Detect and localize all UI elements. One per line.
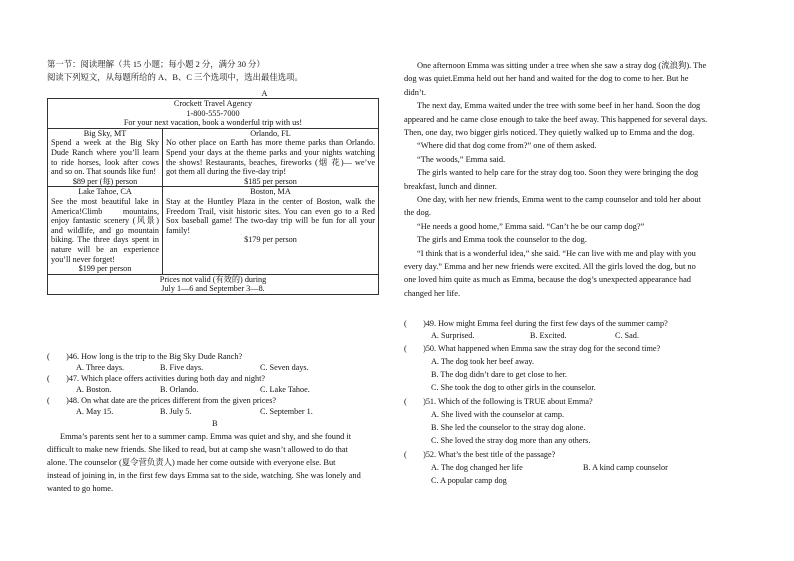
option-49a[interactable]: A. Surprised. (431, 331, 475, 340)
trip-cell (163, 187, 379, 274)
question-51: ( )51. Which of the following is TRUE about Emma? (404, 397, 593, 406)
passage-b-line: difficult to make new friends. She liked to read, but at camp she wasn’t allowed to do that (47, 445, 348, 454)
trip-price: $89 per (每) person (72, 176, 138, 186)
passage-b-line: one loved him quite as much as Emma, because the dog’s unexpected appearance had (404, 275, 691, 285)
option-46a[interactable]: A. Three days. (76, 363, 125, 372)
ad-header (48, 88, 379, 129)
passage-b-line: The next day, Emma waited under the tree with some beef in her hand. Soon the dog (417, 101, 701, 111)
instruction: 阅读下列短文，从每题所给的 A、B、C 三个选项中，选出最佳选项。 (47, 73, 303, 82)
trip-name: Big Sky, MT (83, 128, 127, 138)
passage-b-line: One afternoon Emma was sitting under a tree when she saw a stray dog (流浪狗). The (417, 61, 707, 70)
agency-phone: 1-800-555-7000 (186, 108, 240, 118)
option-51a[interactable]: A. She lived with the counselor at camp. (431, 410, 565, 419)
passage-b-line: The girls wanted to help care for the stray dog too. Soon they were bringing the dog (417, 168, 699, 178)
trip-desc: Spend a week at the Big Sky Dude Ranch where you’ll learn to ride horses, look after cows and so on. That sounds like fun! (51, 138, 159, 177)
agency-slogan: For your next vacation, book a wonderful trip with us! (123, 118, 303, 128)
passage-b-line: The girls and Emma took the counselor to the dog. (417, 235, 587, 245)
trip-price: $185 per person (244, 176, 297, 186)
option-47c[interactable]: C. Lake Tahoe. (260, 385, 310, 394)
passage-b-line: “The woods,” Emma said. (417, 154, 506, 164)
question-46: ( )46. How long is the trip to the Big Sky Dude Ranch? (47, 352, 243, 361)
passage-label-a: A (261, 88, 268, 98)
price-note: Prices not valid (有效的) during (159, 274, 267, 284)
ad-footer (48, 274, 379, 294)
option-49c[interactable]: C. Sad. (615, 331, 639, 340)
option-50c[interactable]: C. She took the dog to other girls in the counselor. (431, 383, 596, 392)
trip-price: $179 per person (244, 235, 297, 245)
passage-b-line: “He needs a good home,” Emma said. “Can’t he be our camp dog?” (417, 221, 645, 231)
passage-b-line: wanted to go home. (47, 484, 114, 493)
passage-label-b: B (212, 419, 218, 428)
trip-desc: See the most beautiful lake in America!Climb mountains, enjoy fantastic scenery (风景) and wildlife, and go mountain biking. The three days spent in nature will be an experience you’ll never forget! (51, 196, 159, 264)
agency-name: Crockett Travel Agency (173, 99, 253, 108)
question-48: ( )48. On what date are the prices different from the given prices? (47, 396, 277, 405)
passage-b-line: dog was quiet.Emma held out her hand and waited for the dog to come to her. But he (404, 74, 689, 84)
trip-cell (163, 128, 379, 187)
passage-b-line: changed her life. (404, 288, 461, 298)
passage-b-line: alone. The counselor (夏令营负责人) made her come outside with everyone else. But (47, 458, 336, 467)
trip-desc: Stay at the Huntley Plaza in the center of Boston, walk the Freedom Trail, visit historic sites. You can even go to a Red Sox baseball game! The two-day trip will be fun for all your family! (166, 196, 375, 235)
option-52a[interactable]: A. The dog changed her life (431, 463, 523, 472)
option-47a[interactable]: A. Boston. (76, 385, 112, 394)
price-dates: July 1—6 and September 3—8. (161, 284, 265, 294)
option-46b[interactable]: B. Five days. (160, 363, 204, 372)
trip-name: Orlando, FL (250, 128, 291, 138)
passage-b-line: One day, with her new friends, Emma went to the camp counselor and told her about (417, 195, 701, 204)
trip-cell (48, 128, 163, 187)
passage-b-line: every day.” Emma and her new friends were excited. All the girls loved the dog, but no (404, 262, 696, 271)
trip-desc: No other place on Earth has more theme parks than Orlando. Spend your days at the theme parks and your nights watching the shows! Restaurants, beaches, fireworks (烟 花)— we’ve got them all during the five-day trip! (166, 138, 375, 177)
trip-name: Boston, MA (250, 187, 291, 197)
question-52: ( )52. What’s the best title of the passage? (404, 450, 556, 459)
option-51b[interactable]: B. She led the counselor to the stray dog alone. (431, 423, 586, 432)
section-title: 第一节：阅读理解（共 15 小题；每小题 2 分，满分 30 分） (47, 60, 265, 69)
option-52c[interactable]: C. A popular camp dog (431, 476, 507, 485)
option-50b[interactable]: B. The dog didn’t dare to get close to her. (431, 370, 567, 379)
passage-b-line: breakfast, lunch and dinner. (404, 181, 497, 191)
question-49: ( )49. How might Emma feel during the first few days of the summer camp? (404, 319, 668, 328)
passage-b-line: Then, one day, two bigger girls noticed. They quietly walked up to Emma and the dog. (404, 128, 695, 137)
passage-b-line: didn’t. (404, 87, 426, 97)
trip-name: Lake Tahoe, CA (78, 187, 132, 197)
option-49b[interactable]: B. Excited. (530, 331, 567, 340)
option-47b[interactable]: B. Orlando. (160, 385, 199, 394)
question-50: ( )50. What happened when Emma saw the stray dog for the second time? (404, 344, 661, 353)
option-51c[interactable]: C. She loved the stray dog more than any others. (431, 436, 591, 445)
trip-price: $199 per person (78, 264, 132, 274)
option-52b[interactable]: B. A kind camp counselor (583, 463, 668, 472)
passage-b-line: appeared and he came close enough to take the beef away. This happened for several days. (404, 114, 708, 124)
passage-b-line: the dog. (404, 208, 431, 218)
question-47: ( )47. Which place offers activities during both day and night? (47, 374, 265, 383)
option-48c[interactable]: C. September 1. (260, 407, 313, 416)
passage-b-line: instead of joining in, in the first few days Emma sat to the side, watching. She was lonely and (47, 471, 361, 480)
passage-b-line: Emma’s parents sent her to a summer camp. Emma was quiet and shy, and she found it (60, 432, 352, 441)
travel-ad-table (47, 88, 379, 295)
option-48b[interactable]: B. July 5. (160, 407, 192, 416)
option-46c[interactable]: C. Seven days. (260, 363, 309, 372)
passage-b-line: “Where did that dog come from?” one of them asked. (417, 141, 597, 151)
option-50a[interactable]: A. The dog took her beef away. (431, 357, 534, 366)
option-48a[interactable]: A. May 15. (76, 407, 114, 416)
passage-b-line: “I think that is a wonderful idea,” she said. “He can live with me and play with you (417, 248, 696, 258)
trip-cell (48, 187, 163, 274)
